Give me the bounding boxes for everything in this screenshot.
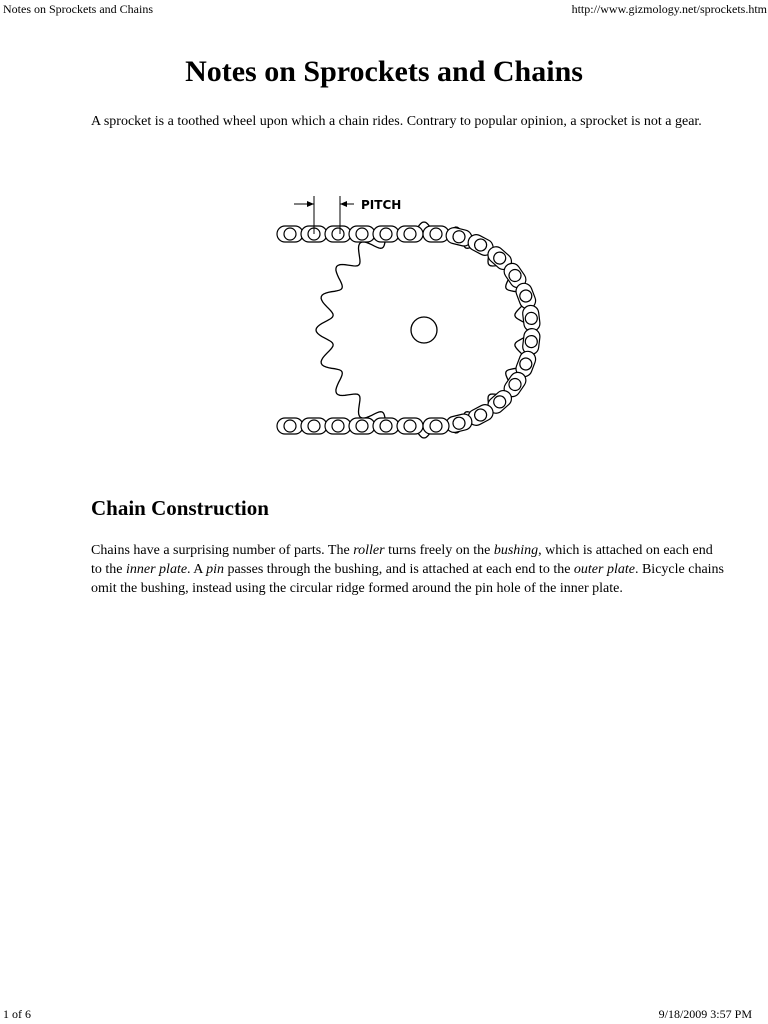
chain-link <box>349 418 375 434</box>
section-heading-chain-construction: Chain Construction <box>91 496 269 520</box>
print-header-title: Notes on Sprockets and Chains <box>3 2 153 16</box>
pitch-label: PITCH <box>361 198 402 212</box>
intro-paragraph: A sprocket is a toothed wheel upon which a chain rides. Contrary to popular opinion, a sprocket is not a gear. <box>91 114 702 129</box>
chain-link <box>397 418 423 434</box>
chain-link <box>349 226 375 242</box>
page-title: Notes on Sprockets and Chains <box>185 55 583 88</box>
chain-link <box>373 226 399 242</box>
body-text: passes through the bushing, and is attached at each end to the <box>224 562 574 577</box>
chain-link <box>423 226 449 242</box>
chain-link <box>325 418 351 434</box>
chain-link <box>373 418 399 434</box>
chain-link <box>325 226 351 242</box>
chain-link <box>277 226 303 242</box>
body-text: turns freely on the <box>384 543 494 558</box>
body-text: . A <box>187 562 207 577</box>
sprocket-chain-diagram <box>254 178 546 460</box>
print-header-url: http://www.gizmology.net/sprockets.htm <box>571 2 767 16</box>
term-roller: roller <box>353 543 385 558</box>
body-text: , which is attached on each end to the <box>91 543 713 577</box>
chain-link <box>397 226 423 242</box>
term-bushing: bushing <box>493 543 539 558</box>
term-pin: pin <box>206 562 225 577</box>
body-text: . Bicycle chains omit the bushing, instead using the circular ridge formed around the pin hole of the inner plate. <box>91 562 724 596</box>
chain-link <box>277 418 303 434</box>
chain-link <box>423 418 449 434</box>
sprocket-hub <box>411 317 437 343</box>
term-outer-plate: outer plate <box>573 562 635 577</box>
chain-link <box>301 418 327 434</box>
chain-construction-paragraph <box>91 541 726 598</box>
term-inner-plate: inner plate <box>126 562 188 577</box>
page-indicator: 1 of 6 <box>3 1007 31 1021</box>
print-timestamp: 9/18/2009 3:57 PM <box>658 1007 752 1021</box>
body-text: Chains have a surprising number of parts. The <box>91 543 354 558</box>
